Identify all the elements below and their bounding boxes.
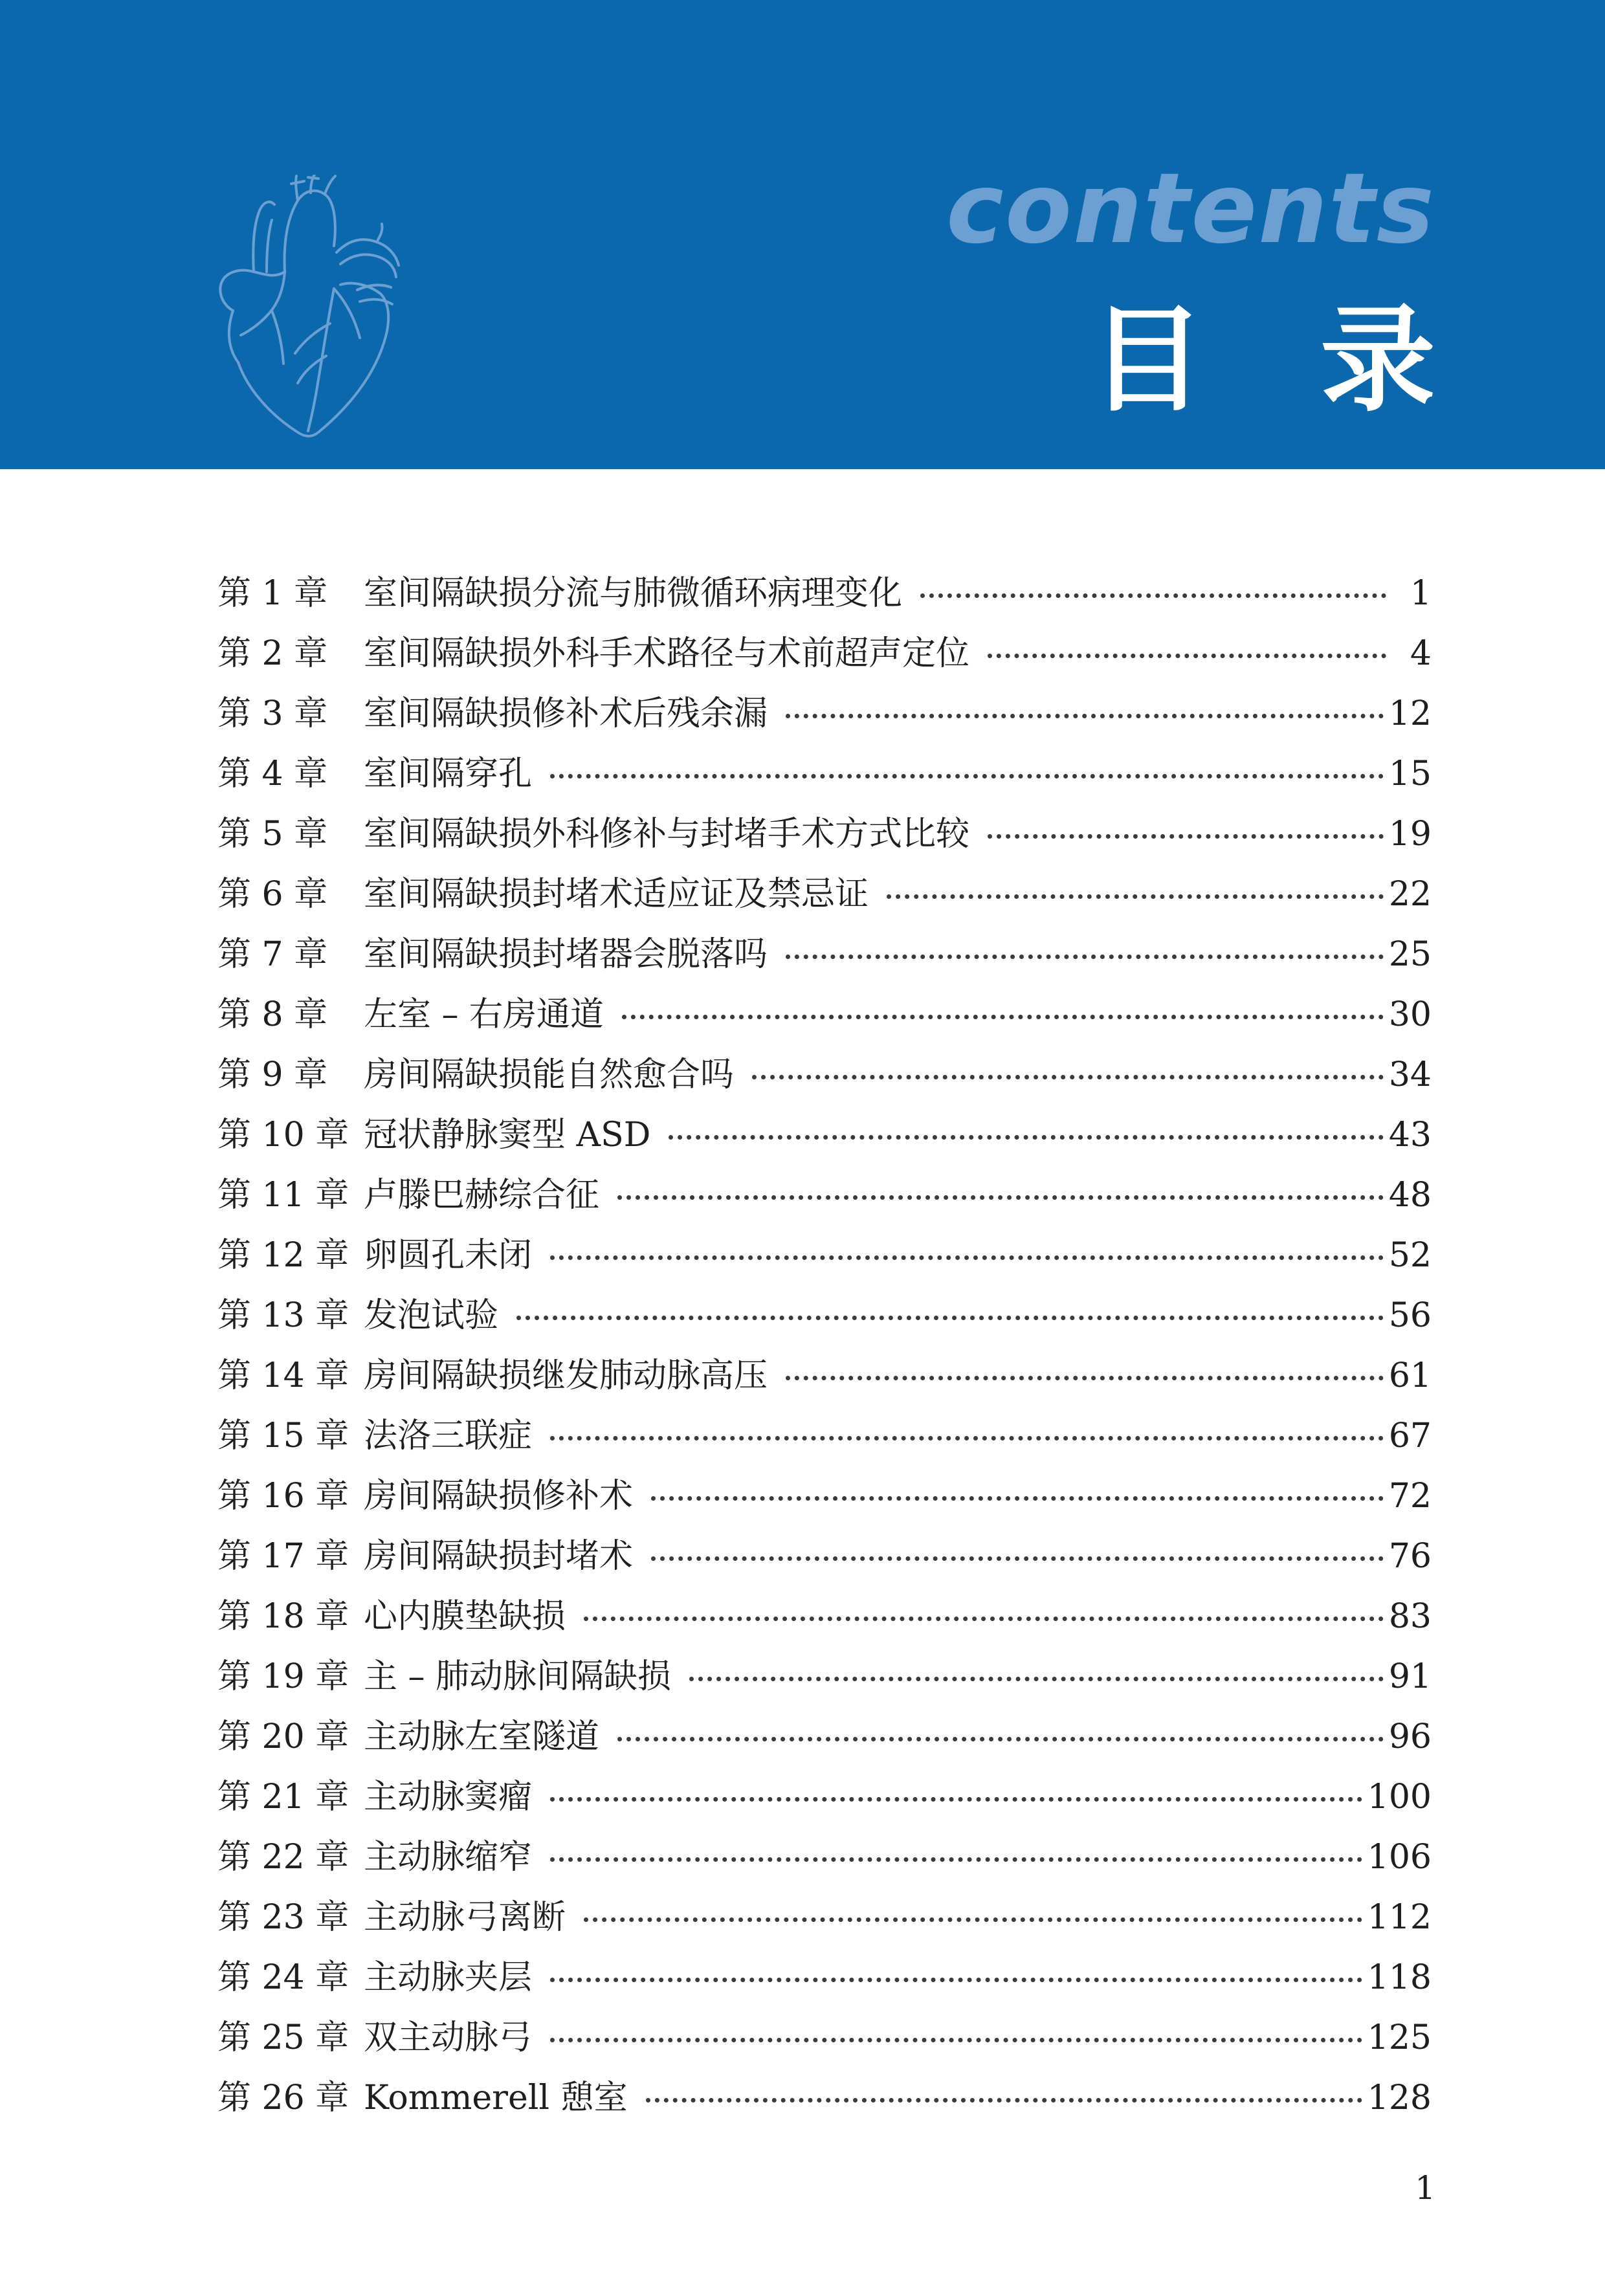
chapter-number: 第 9 章 <box>217 1055 328 1094</box>
contents-heading: contents <box>946 153 1435 265</box>
chapter-number: 第 12 章 <box>217 1235 349 1275</box>
chapter-number: 第 21 章 <box>217 1777 349 1816</box>
dot-leader <box>550 1255 1384 1260</box>
toc-entry[interactable] <box>217 563 1432 623</box>
chapter-page: 72 <box>1388 1476 1432 1516</box>
dot-leader <box>786 955 1384 959</box>
chapter-number: 第 5 章 <box>217 814 328 854</box>
chapter-number: 第 2 章 <box>217 634 328 673</box>
chapter-page: 30 <box>1388 995 1432 1034</box>
dot-leader <box>786 714 1384 718</box>
dot-leader <box>584 1617 1384 1621</box>
toc-entry[interactable] <box>217 1406 1432 1466</box>
chapter-title: 卢滕巴赫综合征 <box>364 1175 600 1215</box>
toc-entry[interactable] <box>217 1827 1432 1887</box>
chapter-page: 43 <box>1388 1115 1432 1154</box>
toc-entry[interactable] <box>217 984 1432 1044</box>
dot-leader <box>689 1677 1384 1681</box>
heart-icon <box>207 175 401 440</box>
chapter-title: 双主动脉弓 <box>364 2018 533 2057</box>
chapter-title: 室间隔缺损外科手术路径与术前超声定位 <box>364 634 970 673</box>
dot-leader <box>786 1376 1384 1380</box>
chapter-number: 第 25 章 <box>217 2018 349 2057</box>
chapter-page: 96 <box>1388 1717 1432 1756</box>
chapter-title: 室间隔缺损修补术后残余漏 <box>364 694 768 733</box>
chapter-page: 25 <box>1388 934 1432 974</box>
chapter-number: 第 22 章 <box>217 1837 349 1877</box>
chapter-page: 4 <box>1410 634 1432 673</box>
toc-entry[interactable] <box>217 1526 1432 1586</box>
chapter-title: 法洛三联症 <box>364 1416 533 1455</box>
toc-entry[interactable] <box>217 1646 1432 1706</box>
chapter-title: 冠状静脉窦型 ASD <box>364 1115 651 1154</box>
chapter-number: 第 8 章 <box>217 995 328 1034</box>
dot-leader <box>617 1195 1384 1200</box>
chapter-title: 主动脉夹层 <box>364 1958 533 1997</box>
dot-leader <box>584 1917 1362 1922</box>
chapter-page: 52 <box>1388 1235 1432 1275</box>
chapter-page: 67 <box>1388 1416 1432 1455</box>
chapter-number: 第 7 章 <box>217 934 328 974</box>
chapter-page: 34 <box>1388 1055 1432 1094</box>
dot-leader <box>550 2038 1362 2042</box>
chapter-number: 第 26 章 <box>217 2078 349 2117</box>
chapter-number: 第 24 章 <box>217 1958 349 1997</box>
toc-entry[interactable] <box>217 1887 1432 1947</box>
chapter-number: 第 13 章 <box>217 1296 349 1335</box>
chapter-page: 22 <box>1388 874 1432 914</box>
toc-entry[interactable] <box>217 683 1432 744</box>
chapter-number: 第 20 章 <box>217 1717 349 1756</box>
dot-leader <box>550 1436 1384 1441</box>
table-of-contents <box>217 563 1432 2128</box>
dot-leader <box>550 1857 1362 1862</box>
dot-leader <box>550 1797 1362 1802</box>
chapter-title: 主动脉缩窄 <box>364 1837 533 1877</box>
dot-leader <box>752 1075 1384 1079</box>
chapter-title: 室间隔缺损分流与肺微循环病理变化 <box>364 573 903 613</box>
toc-entry[interactable] <box>217 804 1432 864</box>
chapter-page: 128 <box>1367 2078 1432 2117</box>
chapter-number: 第 16 章 <box>217 1476 349 1516</box>
dot-leader <box>516 1316 1384 1320</box>
chapter-title: 心内膜垫缺损 <box>364 1596 566 1636</box>
chapter-number: 第 3 章 <box>217 694 328 733</box>
chapter-page: 106 <box>1367 1837 1432 1877</box>
chapter-number: 第 14 章 <box>217 1356 349 1395</box>
dot-leader <box>617 1737 1384 1741</box>
chapter-title: 室间隔缺损封堵术适应证及禁忌证 <box>364 874 869 914</box>
toc-entry[interactable] <box>217 744 1432 804</box>
toc-entry[interactable] <box>217 1586 1432 1646</box>
chapter-page: 48 <box>1388 1175 1432 1215</box>
chapter-title: 房间隔缺损封堵术 <box>364 1536 634 1576</box>
chapter-page: 12 <box>1388 694 1432 733</box>
chapter-page: 112 <box>1367 1897 1432 1937</box>
toc-entry[interactable] <box>217 1285 1432 1345</box>
chapter-number: 第 1 章 <box>217 573 328 613</box>
page-title: 目 录 <box>1090 293 1473 427</box>
chapter-number: 第 4 章 <box>217 754 328 793</box>
chapter-title: 主 – 肺动脉间隔缺损 <box>364 1657 672 1696</box>
toc-entry[interactable] <box>217 924 1432 984</box>
toc-entry[interactable] <box>217 1706 1432 1767</box>
chapter-page: 100 <box>1367 1777 1432 1816</box>
chapter-title: 房间隔缺损继发肺动脉高压 <box>364 1356 768 1395</box>
dot-leader <box>550 1978 1362 1982</box>
dot-leader <box>669 1135 1383 1140</box>
dot-leader <box>988 834 1384 839</box>
toc-entry[interactable] <box>217 1947 1432 2007</box>
toc-entry[interactable] <box>217 1044 1432 1105</box>
chapter-page: 125 <box>1367 2018 1432 2057</box>
chapter-title: 主动脉弓离断 <box>364 1897 566 1937</box>
chapter-title: 主动脉左室隧道 <box>364 1717 600 1756</box>
toc-entry[interactable] <box>217 864 1432 924</box>
toc-entry[interactable] <box>217 1767 1432 1827</box>
chapter-title: 发泡试验 <box>364 1296 499 1335</box>
chapter-title: 室间隔缺损外科修补与封堵手术方式比较 <box>364 814 970 854</box>
chapter-number: 第 15 章 <box>217 1416 349 1455</box>
chapter-number: 第 6 章 <box>217 874 328 914</box>
toc-entry[interactable] <box>217 1165 1432 1225</box>
toc-entry[interactable] <box>217 1105 1432 1165</box>
chapter-number: 第 17 章 <box>217 1536 349 1576</box>
chapter-number: 第 10 章 <box>217 1115 349 1154</box>
chapter-title: 左室 – 右房通道 <box>364 995 604 1034</box>
page-number: 1 <box>1415 2169 1435 2207</box>
toc-entry[interactable] <box>217 623 1432 683</box>
chapter-title: 室间隔穿孔 <box>364 754 533 793</box>
toc-entry[interactable] <box>217 1345 1432 1406</box>
header-banner <box>0 0 1605 469</box>
chapter-title: 卵圆孔未闭 <box>364 1235 533 1275</box>
toc-entry[interactable] <box>217 1466 1432 1526</box>
dot-leader <box>651 1556 1384 1561</box>
dot-leader <box>646 2098 1362 2103</box>
chapter-number: 第 23 章 <box>217 1897 349 1937</box>
chapter-page: 15 <box>1388 754 1432 793</box>
chapter-page: 1 <box>1410 573 1432 613</box>
chapter-number: 第 18 章 <box>217 1596 349 1636</box>
toc-entry[interactable] <box>217 1225 1432 1285</box>
chapter-title: 房间隔缺损修补术 <box>364 1476 634 1516</box>
dot-leader <box>920 593 1386 598</box>
chapter-page: 91 <box>1388 1657 1432 1696</box>
chapter-page: 56 <box>1388 1296 1432 1335</box>
chapter-page: 61 <box>1388 1356 1432 1395</box>
dot-leader <box>887 894 1384 899</box>
dot-leader <box>651 1496 1384 1501</box>
chapter-number: 第 19 章 <box>217 1657 349 1696</box>
chapter-number: 第 11 章 <box>217 1175 349 1215</box>
toc-entry[interactable] <box>217 2007 1432 2068</box>
chapter-title: 室间隔缺损封堵器会脱落吗 <box>364 934 768 974</box>
toc-entry[interactable] <box>217 2068 1432 2128</box>
chapter-title: 主动脉窦瘤 <box>364 1777 533 1816</box>
chapter-page: 83 <box>1388 1596 1432 1636</box>
chapter-title: 房间隔缺损能自然愈合吗 <box>364 1055 735 1094</box>
chapter-title: Kommerell 憩室 <box>364 2078 628 2117</box>
chapter-page: 76 <box>1388 1536 1432 1576</box>
dot-leader <box>622 1015 1384 1019</box>
chapter-page: 118 <box>1367 1958 1432 1997</box>
dot-leader <box>550 774 1384 778</box>
dot-leader <box>988 654 1386 658</box>
chapter-page: 19 <box>1388 814 1432 854</box>
